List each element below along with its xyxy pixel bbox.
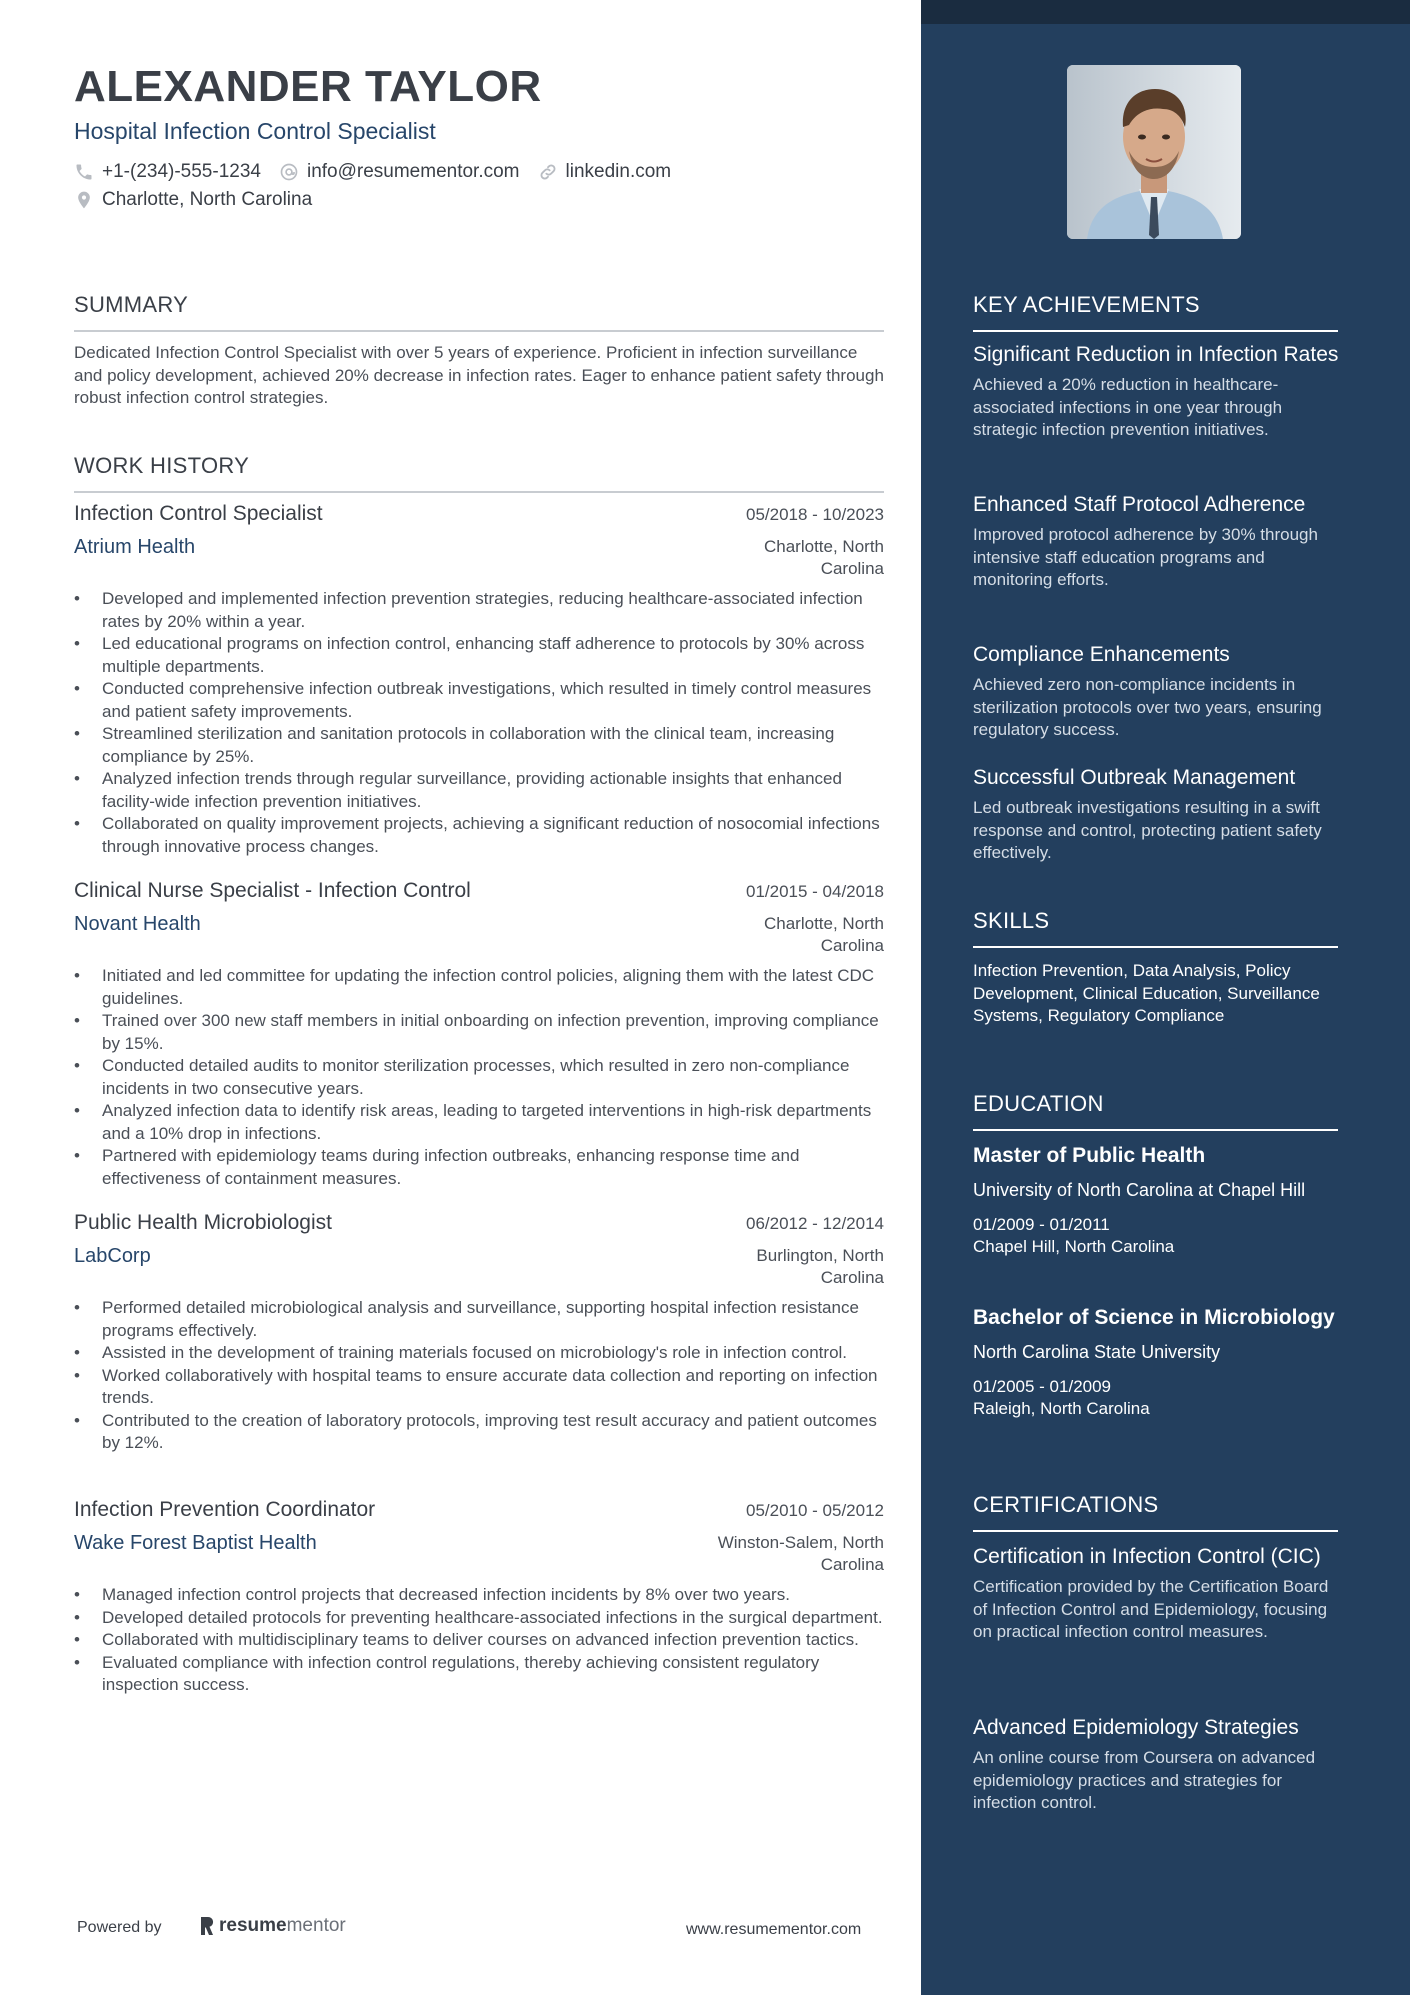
achievement-desc: Led outbreak investigations resulting in a swift response and control, protecting patient safety effectively.	[973, 798, 1322, 862]
job-title: Public Health Microbiologist	[74, 1211, 332, 1234]
bullet-item: • Conducted detailed audits to monitor sterilization processes, which resulted in zero non-compliance incidents in two consecutive years.	[74, 1055, 884, 1100]
education-degree: Master of Public Health	[973, 1144, 1206, 1167]
certification-title: Certification in Infection Control (CIC)	[973, 1545, 1321, 1568]
certification-title: Advanced Epidemiology Strategies	[973, 1716, 1299, 1739]
logo-text-bold: resume	[219, 1915, 287, 1936]
bullet-item: • Analyzed infection data to identify risk areas, leading to targeted interventions in high-risk departments and a 10% drop in infections.	[74, 1100, 884, 1145]
logo-text-light: mentor	[286, 1915, 346, 1936]
location-row	[74, 189, 330, 211]
achievement-title: Successful Outbreak Management	[973, 766, 1296, 789]
education-location: Chapel Hill, North Carolina	[973, 1237, 1175, 1256]
education-location: Raleigh, North Carolina	[973, 1399, 1150, 1418]
key-achievements-heading: KEY ACHIEVEMENTS	[973, 292, 1338, 332]
achievement-desc: Improved protocol adherence by 30% through intensive staff education programs and monitoring efforts.	[973, 525, 1318, 589]
phone-text: +1-(234)-555-1234	[102, 161, 261, 182]
job-company: LabCorp	[74, 1245, 151, 1267]
job-bullets	[74, 1297, 884, 1455]
achievement-title: Enhanced Staff Protocol Adherence	[973, 493, 1306, 516]
education-heading: EDUCATION	[973, 1091, 1338, 1131]
certification-item	[973, 1543, 1343, 1644]
link-icon	[538, 162, 558, 182]
bullet-item: • Partnered with epidemiology teams during infection outbreaks, enhancing response time and effectiveness of containment measures.	[74, 1145, 884, 1190]
bullet-item: • Assisted in the development of training materials focused on microbiology's role in infection control.	[74, 1342, 884, 1365]
bullet-item: • Managed infection control projects that decreased infection incidents by 8% over two years.	[74, 1584, 884, 1607]
job-dates: 06/2012 - 12/2014	[745, 1214, 884, 1233]
education-dates: 01/2009 - 01/2011	[973, 1214, 1110, 1234]
summary-text: Dedicated Infection Control Specialist with over 5 years of experience. Proficient in infection surveillance and policy development, achieved 20% decrease in infection rates. Eager to enhance patient safety through robust infection control strategies.	[74, 343, 884, 407]
location-text: Charlotte, North Carolina	[102, 189, 313, 210]
linkedin-contact[interactable]	[538, 161, 672, 183]
job-title: Clinical Nurse Specialist - Infection Control	[74, 879, 471, 902]
achievement-title: Compliance Enhancements	[973, 643, 1230, 666]
job-dates: 01/2015 - 04/2018	[745, 882, 884, 901]
achievement-item	[973, 764, 1343, 865]
bullet-item: • Worked collaboratively with hospital teams to ensure accurate data collection and reporting on infection trends.	[74, 1365, 884, 1410]
job-bullets	[74, 1584, 884, 1697]
achievement-desc: Achieved zero non-compliance incidents in sterilization protocols over two years, ensuring regulatory success.	[973, 675, 1322, 739]
skills-list	[973, 960, 1343, 1028]
sidebar	[921, 0, 1410, 1995]
profile-portrait-image	[1067, 65, 1241, 239]
job-location: Burlington, North Carolina	[756, 1246, 884, 1287]
certification-item	[973, 1714, 1343, 1815]
bullet-item: • Performed detailed microbiological analysis and surveillance, supporting hospital infection resistance programs effectively.	[74, 1297, 884, 1342]
job-entry	[74, 1498, 884, 1697]
job-company: Novant Health	[74, 913, 201, 935]
achievement-item	[973, 491, 1343, 592]
job-company: Atrium Health	[74, 536, 196, 558]
education-school: North Carolina State University	[973, 1342, 1221, 1362]
achievement-desc: Achieved a 20% reduction in healthcare-associated infections in one year through strategic infection prevention initiatives.	[973, 375, 1283, 439]
phone-icon	[74, 162, 94, 182]
job-location: Winston-Salem, North Carolina	[717, 1533, 884, 1574]
footer-url[interactable]: www.resumementor.com	[686, 1921, 862, 1938]
education-school: University of North Carolina at Chapel Hill	[973, 1180, 1306, 1200]
job-entry	[74, 1211, 884, 1455]
bullet-item: • Developed detailed protocols for preventing healthcare-associated infections in the surgical department.	[74, 1607, 884, 1630]
job-title: Infection Control Specialist	[74, 502, 323, 525]
job-location: Charlotte, North Carolina	[764, 914, 884, 955]
job-bullets	[74, 588, 884, 858]
linkedin-text: linkedin.com	[565, 161, 672, 182]
contact-row	[74, 161, 689, 183]
bullet-item: • Contributed to the creation of laboratory protocols, improving test result accuracy and patient outcomes by 12%.	[74, 1410, 884, 1455]
job-title: Infection Prevention Coordinator	[74, 1498, 376, 1521]
location-pin-icon	[74, 190, 94, 210]
certification-desc: Certification provided by the Certification Board of Infection Control and Epidemiology, focusing on practical infection control measures.	[973, 1577, 1329, 1641]
sidebar-top-bar	[921, 0, 1410, 24]
summary-heading: SUMMARY	[74, 292, 884, 332]
bullet-item: • Conducted comprehensive infection outbreak investigations, which resulted in timely control measures and patient safety improvements.	[74, 678, 884, 723]
powered-by-label: Powered by	[77, 1919, 162, 1936]
job-bullets	[74, 965, 884, 1190]
job-dates: 05/2018 - 10/2023	[745, 505, 884, 524]
education-item	[973, 1142, 1343, 1259]
certifications-heading: CERTIFICATIONS	[973, 1492, 1338, 1532]
job-entry	[74, 879, 884, 1190]
candidate-title: Hospital Infection Control Specialist	[74, 118, 436, 144]
achievement-item	[973, 341, 1343, 442]
bullet-item: • Evaluated compliance with infection control regulations, thereby achieving consistent regulatory inspection success.	[74, 1652, 884, 1697]
job-location: Charlotte, North Carolina	[764, 537, 884, 578]
phone-contact[interactable]	[74, 161, 261, 183]
bullet-item: • Led educational programs on infection control, enhancing staff adherence to protocols by 30% across multiple departments.	[74, 633, 884, 678]
logo-mark-icon	[198, 1915, 216, 1937]
skills-heading: SKILLS	[973, 908, 1338, 948]
bullet-item: • Trained over 300 new staff members in initial onboarding on infection prevention, improving compliance by 15%.	[74, 1010, 884, 1055]
bullet-item: • Collaborated on quality improvement projects, achieving a significant reduction of nosocomial infections through innovative process changes.	[74, 813, 884, 858]
education-item	[973, 1304, 1343, 1421]
email-contact[interactable]	[279, 161, 520, 183]
bullet-item: • Developed and implemented infection prevention strategies, reducing healthcare-associated infection rates by 20% within a year.	[74, 588, 884, 633]
job-dates: 05/2010 - 05/2012	[745, 1501, 884, 1520]
at-icon	[279, 162, 299, 182]
candidate-name: ALEXANDER TAYLOR	[74, 62, 542, 111]
work-history-heading: WORK HISTORY	[74, 453, 884, 493]
location-contact	[74, 189, 312, 211]
email-text: info@resumementor.com	[306, 161, 520, 182]
resumementor-logo[interactable]	[198, 1915, 346, 1937]
education-degree: Bachelor of Science in Microbiology	[973, 1306, 1335, 1329]
bullet-item: • Initiated and led committee for updating the infection control policies, aligning them with the latest CDC guidelines.	[74, 965, 884, 1010]
bullet-item: • Collaborated with multidisciplinary teams to deliver courses on advanced infection prevention tactics.	[74, 1629, 884, 1652]
job-company: Wake Forest Baptist Health	[74, 1532, 317, 1554]
achievement-title: Significant Reduction in Infection Rates	[973, 343, 1339, 366]
education-dates: 01/2005 - 01/2009	[973, 1376, 1112, 1396]
job-entry	[74, 502, 884, 858]
skills-text: Infection Prevention, Data Analysis, Policy Development, Clinical Education, Surveillance Systems, Regulatory Compliance	[973, 961, 1320, 1025]
bullet-item: • Analyzed infection trends through regular surveillance, providing actionable insights that enhanced facility-wide infection prevention initiatives.	[74, 768, 884, 813]
achievement-item	[973, 641, 1343, 742]
certification-desc: An online course from Coursera on advanced epidemiology practices and strategies for infection control.	[973, 1748, 1316, 1812]
bullet-item: • Streamlined sterilization and sanitation protocols in collaboration with the clinical team, increasing compliance by 25%.	[74, 723, 884, 768]
profile-photo	[1067, 65, 1241, 239]
